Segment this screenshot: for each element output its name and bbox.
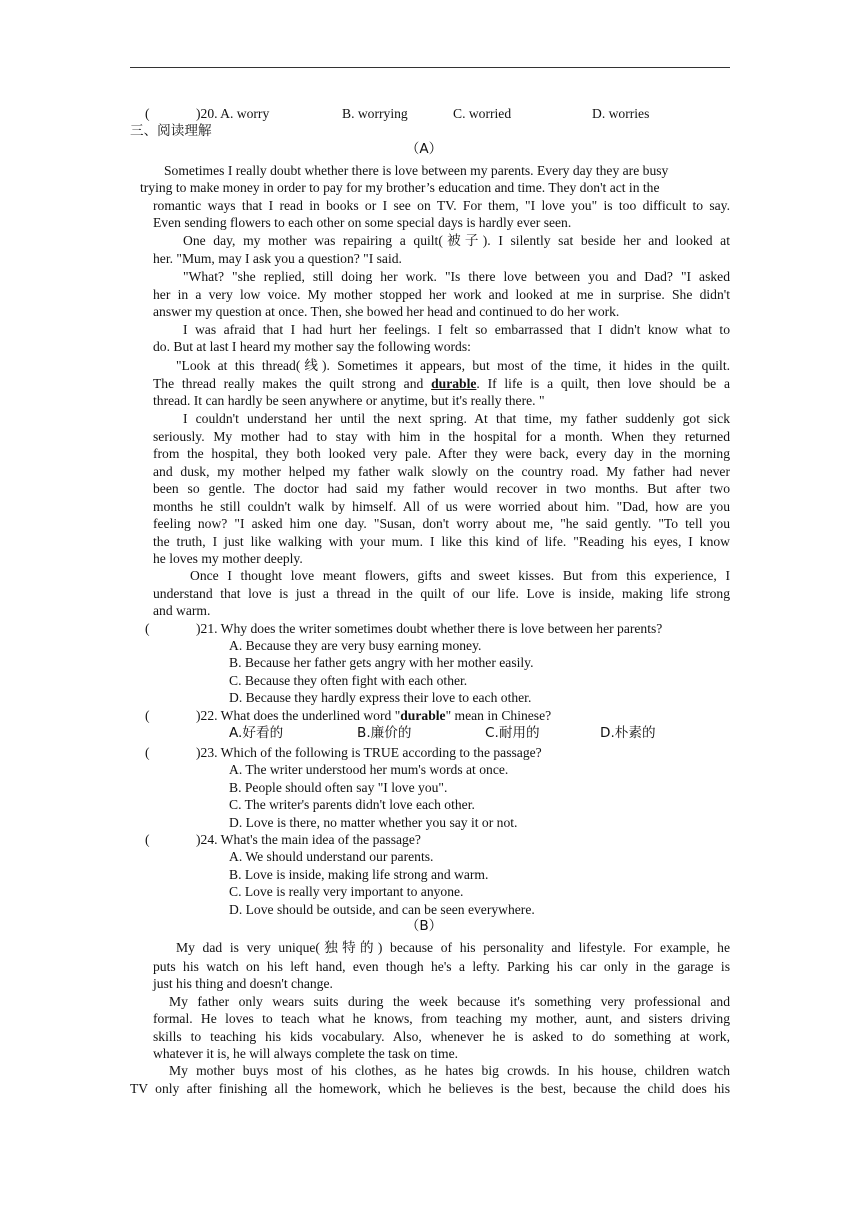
passage-a-line: romantic ways that I read in books or I see on TV. For them, "I love you" is too difficult to say. [153, 198, 730, 213]
section-title: 三、阅读理解 [130, 123, 212, 139]
passage-a-line: Sometimes I really doubt whether there is love between my parents. Every day they are busy [164, 163, 669, 178]
q23-option: B. People should often say "I love you". [229, 780, 448, 795]
q21-paren: ( [145, 621, 150, 636]
q20-option-b: B. worrying [342, 106, 408, 121]
q23-paren: ( [145, 745, 150, 760]
passage-a-line: do. But at last I heard my mother say the following words: [153, 339, 471, 354]
passage-a-line: months he still couldn't walk by himself. All of us were worried about him. "Dad, how are you [153, 499, 730, 514]
passage-a-line: from the hospital, they both looked very pale. After they were back, every day in the morning [153, 446, 730, 461]
passage-a-line: he loves my mother deeply. [153, 551, 303, 566]
q22-option: A.好看的 [229, 725, 284, 741]
q23-option: C. The writer's parents didn't love each other. [229, 797, 475, 812]
passage-b-line: puts his watch on his left hand, even though he's a lefty. Parking his car only in the garage is [153, 959, 730, 974]
q21-option: A. Because they are very busy earning money. [229, 638, 482, 653]
q22-option: B.廉价的 [357, 725, 412, 741]
header-rule [130, 67, 730, 68]
q24-option: A. We should understand our parents. [229, 849, 434, 864]
passage-a-text: The thread really makes the quilt strong and [153, 376, 424, 391]
passage-a-line: "What? "she replied, still doing her work. "Is there love between you and Dad? "I asked [183, 269, 730, 284]
q24-option: C. Love is really very important to anyone. [229, 884, 464, 899]
q21-option: B. Because her father gets angry with her mother easily. [229, 655, 534, 670]
passage-b-line: whatever it is, he will always complete the task on time. [153, 1046, 459, 1061]
passage-b-line: My mother buys most of his clothes, as he hates big crowds. In his house, children watch [169, 1063, 730, 1078]
passage-a-line: understand that love is just a thread in the quilt of our life. Love is inside, making life strong [153, 586, 730, 601]
q24-option: D. Love should be outside, and can be seen everywhere. [229, 902, 535, 917]
q22-stem-word: durable [400, 708, 446, 723]
passage-a-line: been so gentle. The doctor had said my father would recover in two months. But after two [153, 481, 730, 496]
q22-option: C.耐用的 [485, 725, 540, 741]
passage-b-line: skills to teaching his kids vocabulary. Also, whenever he is asked to do something at work, [153, 1029, 730, 1044]
passage-b-line: formal. He loves to teach what he knows, from teaching my mother, aunt, and sisters driving [153, 1011, 730, 1026]
passage-a-line: I couldn't understand her until the next spring. At that time, my father suddenly got sick [183, 411, 730, 426]
passage-a-line: her in a very low voice. My mother stopped her work and looked at me in surprise. She didn't [153, 287, 730, 302]
q20-paren: ( [145, 106, 150, 121]
passage-a-line: answer my question at once. Then, she bowed her head and continued to do her work. [153, 304, 620, 319]
passage-b-line: My dad is very unique(独特的) because of his personality and lifestyle. For example, he [176, 940, 730, 955]
passage-a-line: One day, my mother was repairing a quilt(被子). I silently sat beside her and looked at [183, 233, 730, 248]
q23-option: D. Love is there, no matter whether you say it or not. [229, 815, 518, 830]
passage-a-line: the truth, I just like walking with your mum. I like this kind of life. "Reading his eyes, I know [153, 534, 730, 549]
passage-a-line: Even sending flowers to each other on some special days is hardly ever seen. [153, 215, 572, 230]
passage-a-line: seriously. My mother had to stay with him in the hospital for a month. When they returned [153, 429, 730, 444]
underlined-word-durable: durable [431, 376, 477, 391]
passage-a-line: "Look at this thread(线). Sometimes it appears, but most of the time, it hides in the quilt. [176, 358, 730, 373]
q20-option-c: C. worried [453, 106, 512, 121]
passage-a-line: feeling now? "I asked him one day. "Susan, don't worry about me, "he said gently. "To tell you [153, 516, 730, 531]
passage-b-line: My father only wears suits during the week because it's something very professional and [169, 994, 730, 1009]
passage-a-line: and warm. [153, 603, 211, 618]
q21-option: C. Because they often fight with each other. [229, 673, 468, 688]
q24-paren: ( [145, 832, 150, 847]
q24-stem: )24. What's the main idea of the passage? [196, 832, 421, 847]
q22-paren: ( [145, 708, 150, 723]
q22-stem-pre: )22. What does the underlined word " [196, 708, 401, 723]
passage-b-line: just his thing and doesn't change. [153, 976, 333, 991]
q22-option: D.朴素的 [600, 725, 656, 741]
q20-option-d: D. worries [592, 106, 650, 121]
passage-b-heading: （B） [405, 918, 443, 934]
passage-a-heading: （A） [405, 141, 443, 157]
q24-option: B. Love is inside, making life strong and warm. [229, 867, 489, 882]
passage-a-line: I was afraid that I had hurt her feelings. I felt so embarrassed that I didn't know what to [183, 322, 730, 337]
q22-stem-post: " mean in Chinese? [445, 708, 552, 723]
passage-a-line: thread. It can hardly be seen anywhere or anytime, but it's really there. " [153, 393, 545, 408]
passage-b-line: TV only after finishing all the homework, which he believes is the best, because the child does his [130, 1081, 730, 1096]
passage-a-text: . If life is a quilt, then love should be a [476, 376, 731, 391]
q21-stem: )21. Why does the writer sometimes doubt whether there is love between her parents? [196, 621, 663, 636]
passage-a-line: trying to make money in order to pay for my brother’s education and time. They don't act in the [140, 180, 660, 195]
passage-a-line: and dusk, my mother helped my father walk slowly on the country road. My father had never [153, 464, 730, 479]
q21-option: D. Because they hardly express their love to each other. [229, 690, 532, 705]
q22-stem [196, 707, 551, 725]
passage-a-line-durable [153, 375, 730, 393]
passage-a-line: her. "Mum, may I ask you a question? "I said. [153, 251, 402, 266]
q20-option-a: )20. A. worry [196, 106, 270, 121]
passage-a-line: Once I thought love meant flowers, gifts and sweet kisses. But from this experience, I [190, 568, 730, 583]
q23-option: A. The writer understood her mum's words at once. [229, 762, 509, 777]
q23-stem: )23. Which of the following is TRUE according to the passage? [196, 745, 542, 760]
